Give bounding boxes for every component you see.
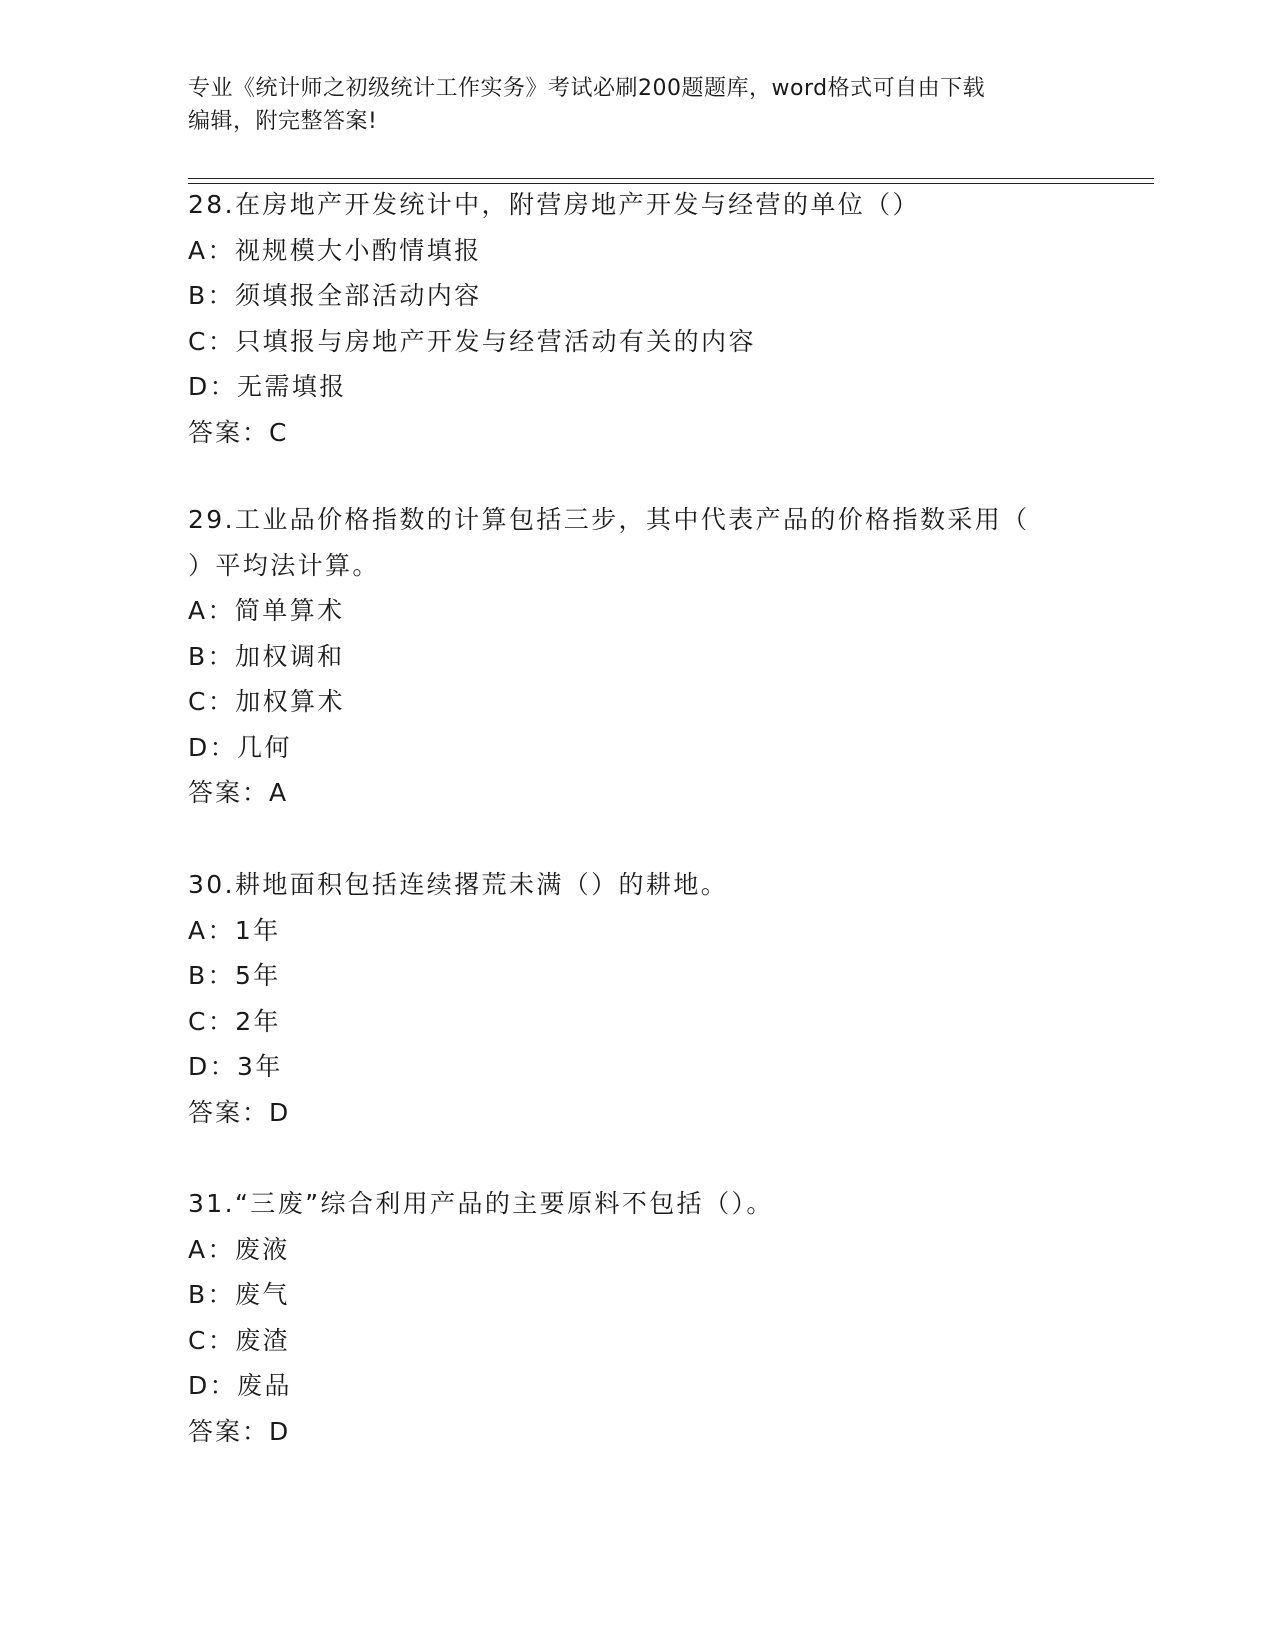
header-line-1: 专业《统计师之初级统计工作实务》考试必刷200题题库，word格式可自由下载 [188, 76, 986, 101]
question-29 [188, 497, 1088, 816]
document-header [188, 72, 1088, 138]
option-d: D：3年 [188, 1052, 283, 1081]
option-d: D：废品 [188, 1371, 292, 1400]
option-c: C：2年 [188, 1006, 281, 1036]
option-c: C：加权算术 [188, 687, 345, 716]
header-line-2: 编辑，附完整答案! [188, 109, 378, 134]
option-b: B：5年 [188, 961, 281, 990]
answer [188, 1090, 1088, 1136]
option-b: B：须填报全部活动内容 [188, 281, 482, 310]
answer [188, 410, 1088, 456]
question-28 [188, 182, 1088, 455]
question-stem: 31.“三废”综合利用产品的主要原料不包括（）。 [188, 1189, 774, 1218]
answer-value: D [269, 1097, 290, 1127]
answer-value: A [269, 778, 288, 807]
option-c: C：废渣 [188, 1325, 291, 1355]
answer-label: 答案： [188, 778, 270, 807]
option-b: B：加权调和 [188, 641, 345, 671]
question-30 [188, 862, 1088, 1135]
question-stem: 30.耕地面积包括连续撂荒未满（）的耕地。 [188, 870, 729, 899]
answer-value: C [269, 417, 288, 447]
question-stem-line-2: ）平均法计算。 [188, 550, 380, 580]
option-d: D：几何 [188, 732, 292, 762]
answer-label: 答案： [188, 1097, 270, 1127]
option-a: A：简单算术 [188, 596, 345, 625]
question-31 [188, 1181, 1088, 1454]
option-c: C：只填报与房地产开发与经营活动有关的内容 [188, 326, 756, 356]
option-a: A：1年 [188, 915, 281, 945]
answer [188, 770, 1088, 816]
answer [188, 1409, 1088, 1455]
header-divider-top [188, 178, 1154, 179]
answer-label: 答案： [188, 417, 270, 447]
answer-label: 答案： [188, 1416, 270, 1446]
option-a: A：废液 [188, 1234, 290, 1264]
question-stem-line-1: 29.工业品价格指数的计算包括三步，其中代表产品的价格指数采用（ [188, 505, 1030, 534]
option-a: A：视规模大小酌情填报 [188, 235, 482, 265]
question-stem: 28.在房地产开发统计中，附营房地产开发与经营的单位（） [188, 190, 920, 219]
answer-value: D [269, 1416, 290, 1446]
option-d: D：无需填报 [188, 372, 347, 401]
option-b: B：废气 [188, 1280, 290, 1309]
